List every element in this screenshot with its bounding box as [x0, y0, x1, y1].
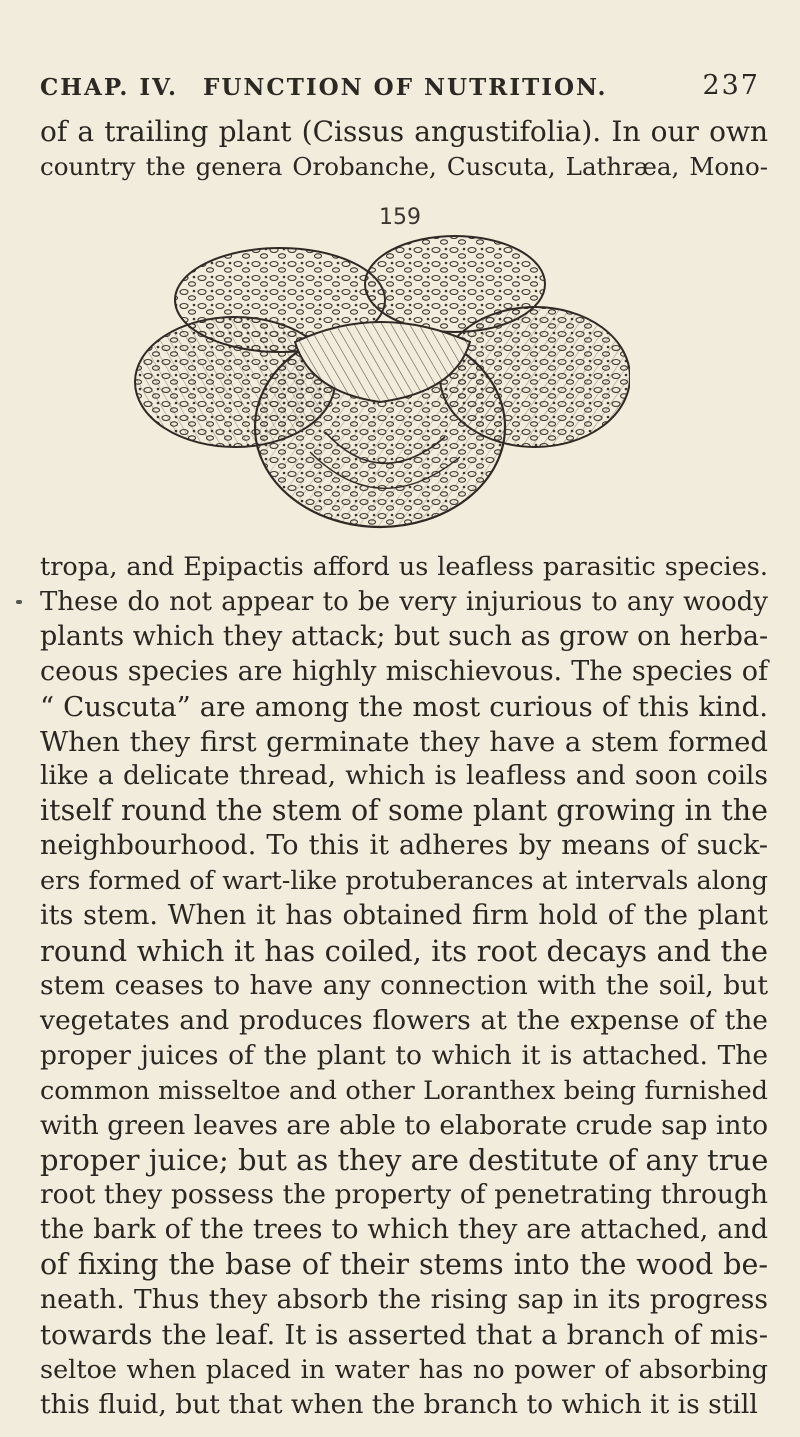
text-line: the bark of the trees to which they are attached, and: [40, 1214, 768, 1246]
text-line: neighbourhood. To this it adheres by means of suck-: [40, 830, 768, 862]
running-header: [40, 70, 760, 110]
body-paragraph: [40, 550, 768, 1423]
text-line: proper juices of the plant to which it is attached. The: [40, 1039, 768, 1071]
text-line: common misseltoe and other Loranthex being furnished: [40, 1075, 768, 1106]
text-line: ers formed of wart-like protuberances at intervals along: [40, 866, 768, 897]
text-line: stem ceases to have any connection with the soil, but: [40, 969, 768, 1001]
text-line: towards the leaf. It is asserted that a branch of mis-: [40, 1318, 768, 1351]
text-line: of a trailing plant (Cissus angustifolia). In our own: [40, 115, 768, 148]
page-number: 237: [702, 70, 760, 101]
text-line: its stem. When it has obtained firm hold of the plant: [40, 900, 768, 932]
text-line: vegetates and produces flowers at the expense of the: [40, 1004, 768, 1036]
text-line: These do not appear to be very injurious to any woody: [40, 586, 768, 617]
text-line: root they possess the property of penetrating through: [40, 1179, 768, 1211]
figure-number: 159: [379, 205, 421, 230]
text-line: with green leaves are able to elaborate crude sap into: [40, 1109, 769, 1141]
text-line: of fixing the base of their stems into the wood be-: [40, 1248, 768, 1282]
chapter-label: CHAP. IV.: [40, 74, 178, 101]
text-line: When they first germinate they have a stem formed: [40, 725, 768, 758]
text-line: ceous species are highly mischievous. The species of: [40, 655, 768, 687]
text-line: itself round the stem of some plant growing in the: [40, 794, 768, 828]
intro-paragraph: [40, 115, 768, 185]
text-line: round which it has coiled, its root decays and the: [40, 933, 768, 968]
text-line: “ Cuscuta” are among the most curious of this kind.: [40, 690, 768, 723]
text-line: seltoe when placed in water has no power of absorbing: [40, 1354, 768, 1385]
text-line: plants which they attack; but such as grow on herba-: [40, 620, 769, 652]
text-line: tropa, and Epipactis afford us leafless parasitic species.: [40, 552, 768, 582]
text-line: this fluid, but that when the branch to which it is still: [40, 1388, 758, 1420]
running-title: FUNCTION OF NUTRITION.: [203, 74, 608, 101]
text-line: proper juice; but as they are destitute of any true: [40, 1143, 769, 1178]
text-line: like a delicate thread, which is leafless and soon coils: [40, 760, 768, 792]
margin-mark: [16, 600, 22, 604]
text-line: neath. Thus they absorb the rising sap in its progress: [40, 1284, 768, 1316]
text-line: country the genera Orobanche, Cuscuta, Lathræa, Mono-: [40, 151, 768, 181]
stem-cross-section-figure: [125, 232, 630, 532]
